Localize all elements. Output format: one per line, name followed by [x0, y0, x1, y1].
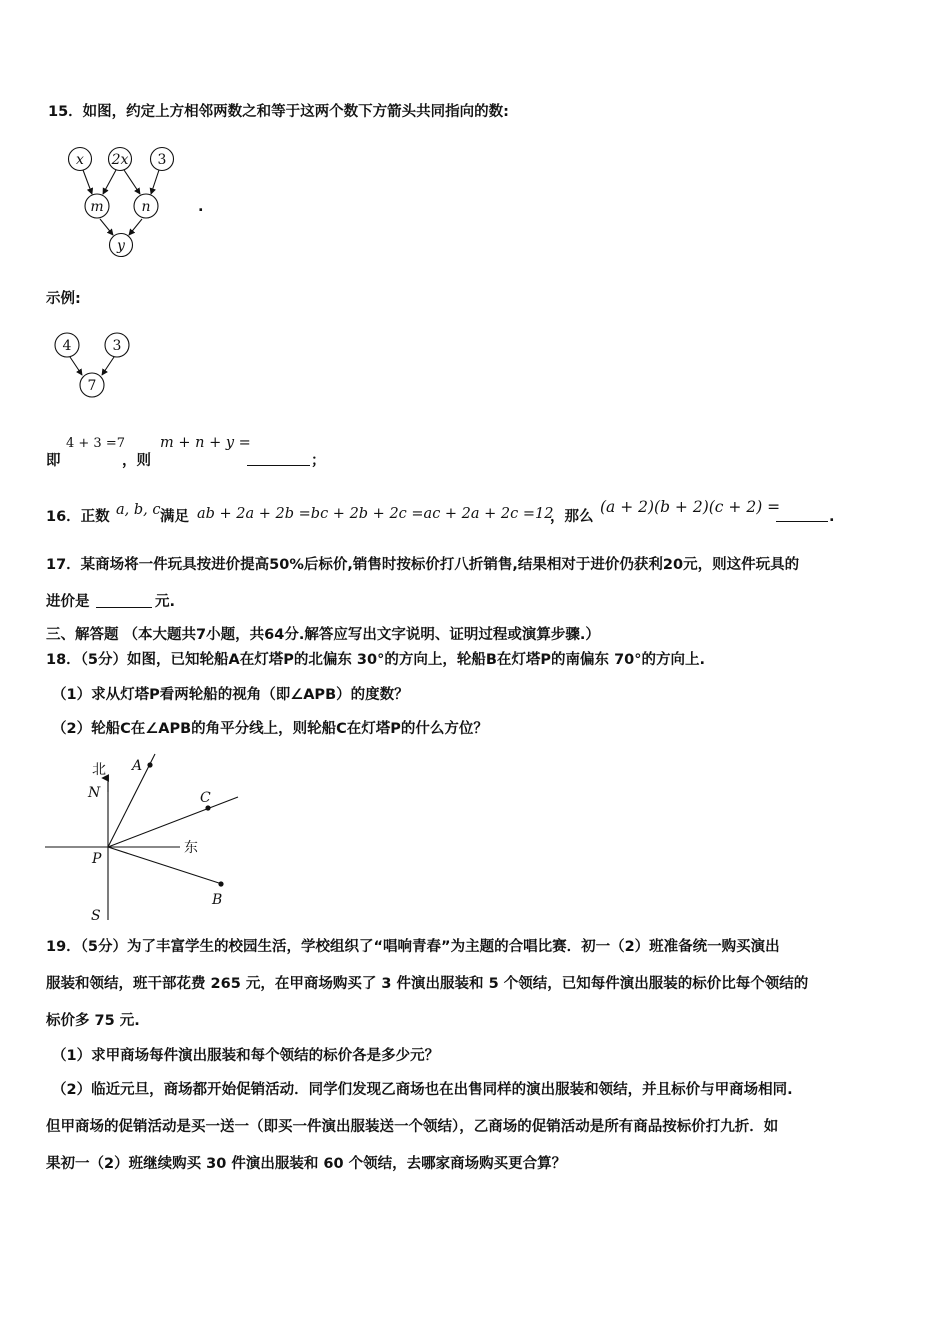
q19-part1: （1）求甲商场每件演出服装和每个领结的标价各是多少元？ [52, 1048, 440, 1064]
point-a [147, 762, 152, 767]
q17-line1: 17．某商场将一件玩具按进价提高50%后标价,销售时按标价打八折销售,结果相对于进价仍获利20元，则这件玩具的 [46, 557, 800, 573]
node-n-label: n [141, 199, 151, 215]
q16-equation: ab + 2a + 2b =bc + 2b + 2c =ac + 2a + 2c =12 [197, 506, 554, 522]
north-label: N [88, 785, 101, 801]
node-4-label: 4 [62, 338, 72, 354]
q16-tail: . [829, 509, 835, 525]
point-b-label: B [212, 892, 223, 908]
q16-vars: a, b, c [116, 502, 161, 518]
q15-example-eq: 4 + 3 =7 [66, 436, 125, 451]
q19-line1: 19．（5分）为了丰富学生的校园生活，学校组织了“唱响青春”为主题的合唱比赛．初一（2）班准备统一购买演出 [46, 939, 780, 955]
example-label: 示例: [46, 291, 81, 307]
q15-prefix: 即 [46, 453, 61, 469]
q16-satisfy: 满足 [160, 509, 189, 525]
node-7-label: 7 [87, 378, 97, 394]
section-title: 三、解答题 （本大题共7小题，共64分.解答应写出文字说明、证明过程或演算步骤.） [46, 627, 600, 643]
q15-period: . [198, 199, 204, 215]
q18-stem: 18．（5分）如图，已知轮船A在灯塔P的北偏东 30°的方向上，轮船B在灯塔P的南偏东 70°的方向上. [46, 652, 706, 668]
point-a-label: A [132, 758, 143, 774]
q15-diagram [60, 142, 190, 262]
node-m-label: m [90, 199, 104, 215]
q19-part2-line1: （2）临近元旦，商场都开始促销活动．同学们发现乙商场也在出售同样的演出服装和领结，并且标价与甲商场相同. [52, 1082, 793, 1098]
q16-ask-expr: (a + 2)(b + 2)(c + 2) = [600, 498, 781, 516]
example-diagram [50, 330, 140, 402]
q16-answer-blank[interactable] [776, 521, 828, 522]
q17-answer-blank[interactable] [96, 607, 152, 608]
point-b [218, 881, 223, 886]
point-c [205, 805, 210, 810]
q15-ask-expr: m + n + y = [160, 435, 251, 451]
q19-line3: 标价多 75 元. [46, 1013, 140, 1029]
node-3-label: 3 [157, 152, 167, 168]
q15-answer-blank[interactable] [247, 465, 310, 466]
q18-figure [40, 752, 250, 927]
north-cn-label: 北 [92, 762, 106, 778]
south-label: S [91, 908, 101, 924]
east-cn-label: 东 [184, 840, 198, 856]
q16-then: ，那么 [550, 509, 594, 525]
q15-stem: 15．如图，约定上方相邻两数之和等于这两个数下方箭头共同指向的数: [48, 104, 509, 120]
q17-line2-prefix: 进价是 [46, 594, 90, 610]
node-3b-label: 3 [112, 338, 122, 354]
point-c-label: C [200, 790, 211, 806]
node-y-label: y [117, 238, 125, 254]
point-p-label: P [92, 851, 102, 867]
node-2x-label: 2x [111, 152, 129, 168]
q19-part2-line2: 但甲商场的促销活动是买一送一（即买一件演出服装送一个领结），乙商场的促销活动是所有商品按标价打九折．如 [46, 1119, 779, 1135]
ray-pc [108, 797, 238, 847]
q18-part1: （1）求从灯塔P看两轮船的视角（即∠APB）的度数？ [52, 687, 409, 703]
q17-line2-suffix: 元. [155, 594, 176, 610]
q15-then: ，则 [122, 453, 151, 469]
node-x-label: x [76, 152, 84, 168]
q19-part2-line3: 果初一（2）班继续购买 30 件演出服装和 60 个领结，去哪家商场购买更合算？ [46, 1156, 567, 1172]
q19-line2: 服装和领结，班干部花费 265 元，在甲商场购买了 3 件演出服装和 5 个领结，已知每件演出服装的标价比每个领结的 [46, 976, 809, 992]
q18-part2: （2）轮船C在∠APB的角平分线上，则轮船C在灯塔P的什么方位？ [52, 721, 488, 737]
q16-number: 16．正数 [46, 509, 110, 525]
q15-tail: ； [311, 453, 326, 469]
ray-pb [108, 847, 222, 884]
